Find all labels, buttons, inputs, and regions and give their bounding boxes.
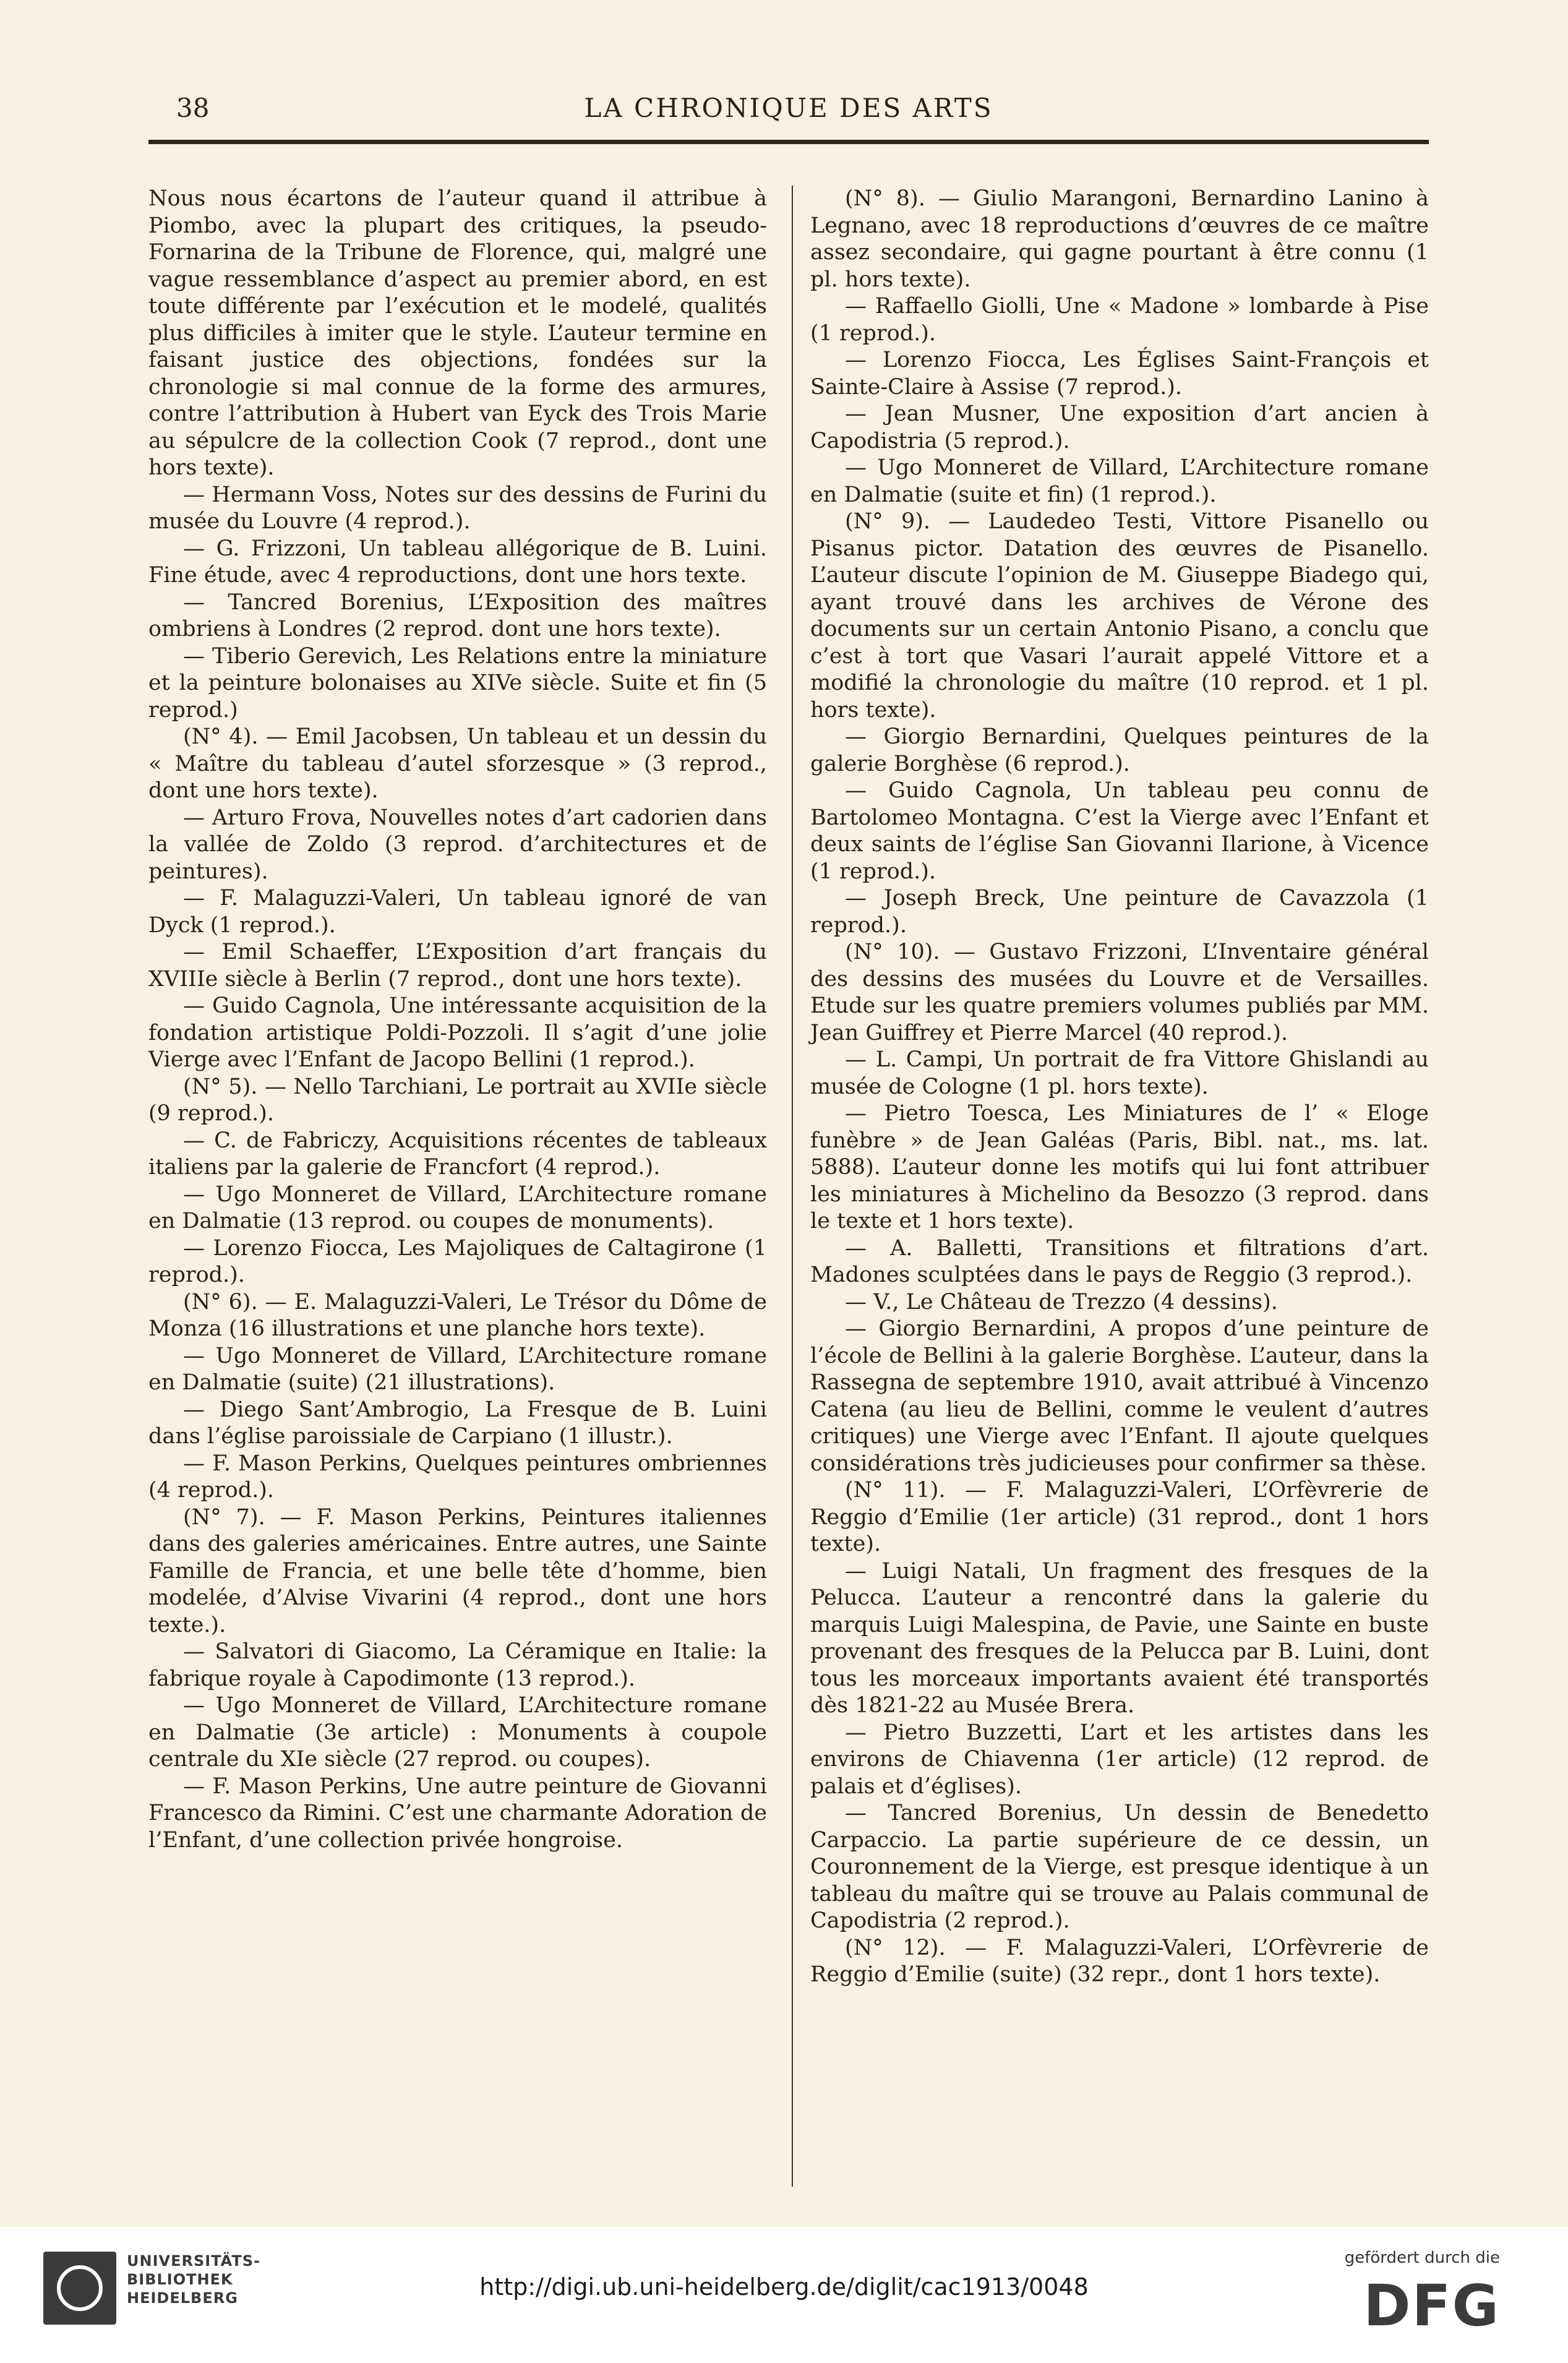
paragraph: — Raffaello Giolli, Une « Madone » lombarde à Pise (1 reprod.). — [810, 294, 1429, 346]
right-column — [810, 186, 1429, 1989]
paragraph: (N° 11). — F. Malaguzzi-Valeri, L’Orfèvrerie de Reggio d’Emilie (1er article) (31 reprod., dont 1 hors texte). — [810, 1478, 1429, 1556]
paragraph: — Emil Schaeffer, L’Exposition d’art français du XVIIIe siècle à Berlin (7 reprod., dont une hors texte). — [148, 940, 767, 992]
paragraph: (N° 10). — Gustavo Frizzoni, L’Inventaire général des dessins des musées du Louvre et de Versailles. Etude sur les quatre premiers volumes publiés par MM. Jean Guiffrey et Pierre Marcel (40 reprod.). — [810, 940, 1429, 1045]
university-name: UNIVERSITÄTS- BIBLIOTHEK HEIDELBERG — [127, 2252, 261, 2307]
paragraph: — F. Mason Perkins, Une autre peinture de Giovanni Francesco da Rimini. C’est une charmante Adoration de l’Enfant, d’une collection privée hongroise. — [148, 1773, 767, 1853]
paragraph: — Lorenzo Fiocca, Les Églises Saint-François et Sainte-Claire à Assise (7 reprod.). — [810, 348, 1429, 400]
paragraph: — Giorgio Bernardini, A propos d’une peinture de l’école de Bellini à la galerie Borghèse. L’auteur, dans la Rassegna de septembre 1910, avait attribué à Vincenzo Catena (au lieu de Bellini, comme le veulent d’autres critiques) une Vierge avec l’Enfant. Il ajoute quelques considérations très judicieuses pour confirmer sa thèse. — [810, 1316, 1429, 1476]
paragraph: — Luigi Natali, Un fragment des fresques de la Pelucca. L’auteur a rencontré dans la galerie du marquis Luigi Malespina, de Pavie, une Sainte en buste provenant des fresques de la Pelucca par B. Luini, dont tous les morceaux importants avaient été transportés dès 1821-22 au Musée Brera. — [810, 1558, 1429, 1718]
paragraph: — L. Campi, Un portrait de fra Vittore Ghislandi au musée de Cologne (1 pl. hors texte). — [810, 1047, 1429, 1099]
paragraph: — Tancred Borenius, L’Exposition des maîtres ombriens à Londres (2 reprod. dont une hors texte). — [148, 590, 767, 641]
running-title: LA CHRONIQUE DES ARTS — [584, 93, 993, 123]
paragraph: — Arturo Frova, Nouvelles notes d’art cadorien dans la vallée de Zoldo (3 reprod. d’architectures et de peintures). — [148, 805, 767, 884]
paragraph: — Tiberio Gerevich, Les Relations entre la miniature et la peinture bolonaises au XIVe siècle. Suite et fin (5 reprod.) — [148, 643, 767, 723]
column-divider — [792, 186, 793, 2187]
paragraph: — V., Le Château de Trezzo (4 dessins). — [845, 1289, 1278, 1314]
paragraph: — Hermann Voss, Notes sur des dessins de Furini du musée du Louvre (4 reprod.). — [148, 482, 767, 534]
paragraph: — Guido Cagnola, Un tableau peu connu de Bartolomeo Montagna. C’est la Vierge avec l’Enfant et deux saints de l’église San Giovanni Ilarione, à Vicence (1 reprod.). — [810, 778, 1429, 884]
source-url-link[interactable]: http://digi.ub.uni-heidelberg.de/diglit/cac1913/0048 — [479, 2273, 1089, 2301]
page-header — [148, 87, 1429, 142]
paragraph: — G. Frizzoni, Un tableau allégorique de B. Luini. Fine étude, avec 4 reproductions, dont une hors texte. — [148, 536, 767, 588]
page-number: 38 — [176, 93, 210, 123]
paragraph: (N° 4). — Emil Jacobsen, Un tableau et un dessin du « Maître du tableau d’autel sforzesque » (3 reprod., dont une hors texte). — [148, 724, 767, 803]
header-rule — [148, 140, 1429, 144]
paragraph: Nous nous écartons de l’auteur quand il attribue à Piombo, avec la plupart des critiques, la pseudo-Fornarina de la Tribune de Florence, qui, malgré une vague ressemblance d’aspect au premier abord, en est toute différente par l’exécution et le modelé, qualités plus difficiles à imiter que le style. L’auteur termine en faisant justice des objections, fondées sur la chronologie si mal connue de la forme des armures, contre l’attribution à Hubert van Eyck des Trois Marie au sépulcre de la collection Cook (7 reprod., dont une hors texte). — [148, 186, 767, 480]
paragraph: — Ugo Monneret de Villard, L’Architecture romane en Dalmatie (suite et fin) (1 reprod.). — [810, 455, 1429, 507]
paragraph: — Diego Sant’Ambrogio, La Fresque de B. Luini dans l’église paroissiale de Carpiano (1 illustr.). — [148, 1397, 767, 1449]
left-column — [148, 186, 767, 1854]
paragraph: — C. de Fabriczy, Acquisitions récentes de tableaux italiens par la galerie de Francfort (4 reprod.). — [148, 1128, 767, 1180]
paragraph: (N° 5). — Nello Tarchiani, Le portrait au XVIIe siècle (9 reprod.). — [148, 1074, 767, 1126]
paragraph: — A. Balletti, Transitions et filtrations d’art. Madones sculptées dans le pays de Reggio (3 reprod.). — [810, 1235, 1429, 1287]
paragraph: (N° 8). — Giulio Marangoni, Bernardino Lanino à Legnano, avec 18 reproductions d’œuvres de ce maître assez secondaire, qui gagne pourtant à être connu (1 pl. hors texte). — [810, 186, 1429, 292]
paragraph: (N° 6). — E. Malaguzzi-Valeri, Le Trésor du Dôme de Monza (16 illustrations et une planche hors texte). — [148, 1289, 767, 1341]
viewer-footer — [0, 2227, 1568, 2363]
paragraph: — Ugo Monneret de Villard, L’Architecture romane en Dalmatie (suite) (21 illustrations). — [148, 1343, 767, 1395]
paragraph: — Lorenzo Fiocca, Les Majoliques de Caltagirone (1 reprod.). — [148, 1235, 767, 1287]
paragraph: — F. Mason Perkins, Quelques peintures ombriennes (4 reprod.). — [148, 1451, 767, 1503]
paragraph: — Joseph Breck, Une peinture de Cavazzola (1 reprod.). — [810, 886, 1429, 938]
paragraph: — Salvatori di Giacomo, La Céramique en Italie: la fabrique royale à Capodimonte (13 reprod.). — [148, 1639, 767, 1691]
paragraph: — Ugo Monneret de Villard, L’Architecture romane en Dalmatie (13 reprod. ou coupes de monuments). — [148, 1182, 767, 1233]
paragraph: (N° 7). — F. Mason Perkins, Peintures italiennes dans des galeries américaines. Entre autres, une Sainte Famille de Francia, et une belle tête d’homme, bien modelée, d’Alvise Vivarini (4 reprod., dont une hors texte.). — [148, 1504, 767, 1637]
funded-by-label: gefördert durch die — [1344, 2249, 1500, 2267]
paragraph: (N° 9). — Laudedeo Testi, Vittore Pisanello ou Pisanus pictor. Datation des œuvres de Pisanello. L’auteur discute l’opinion de M. Giuseppe Biadego qui, ayant trouvé dans les archives de Vérone des documents sur un certain Antonio Pisano, a conclu que c’est à tort que Vasari l’aurait appelé Vittore et a modifié la chronologie du maître (10 reprod. et 1 pl. hors texte). — [810, 509, 1429, 723]
paragraph: — Pietro Toesca, Les Miniatures de l’ « Eloge funèbre » de Jean Galéas (Paris, Bibl. nat., ms. lat. 5888). L’auteur donne les motifs qui lui font attribuer les miniatures à Michelino da Besozzo (3 reprod. dans le texte et 1 hors texte). — [810, 1101, 1429, 1233]
paragraph: — Pietro Buzzetti, L’art et les artistes dans les environs de Chiavenna (1er article) (12 reprod. de palais et d’églises). — [810, 1720, 1429, 1799]
dfg-logo: DFG — [1363, 2273, 1500, 2339]
paragraph: — Giorgio Bernardini, Quelques peintures de la galerie Borghèse (6 reprod.). — [810, 724, 1429, 776]
paragraph: — F. Malaguzzi-Valeri, Un tableau ignoré de van Dyck (1 reprod.). — [148, 886, 767, 938]
paragraph: (N° 12). — F. Malaguzzi-Valeri, L’Orfèvrerie de Reggio d’Emilie (suite) (32 repr., dont 1 hors texte). — [810, 1935, 1429, 1987]
paragraph: — Jean Musner, Une exposition d’art ancien à Capodistria (5 reprod.). — [810, 401, 1429, 453]
paragraph: — Tancred Borenius, Un dessin de Benedetto Carpaccio. La partie supérieure de ce dessin, un Couronnement de la Vierge, est presque identique à un tableau du maître qui se trouve au Palais communal de Capodistria (2 reprod.). — [810, 1801, 1429, 1933]
paragraph: — Ugo Monneret de Villard, L’Architecture romane en Dalmatie (3e article) : Monuments à coupole centrale du XIe siècle (27 reprod. ou coupes). — [148, 1693, 767, 1772]
paragraph: — Guido Cagnola, Une intéressante acquisition de la fondation artistique Poldi-Pozzoli. Il s’agit d’une jolie Vierge avec l’Enfant de Jacopo Bellini (1 reprod.). — [148, 993, 767, 1072]
